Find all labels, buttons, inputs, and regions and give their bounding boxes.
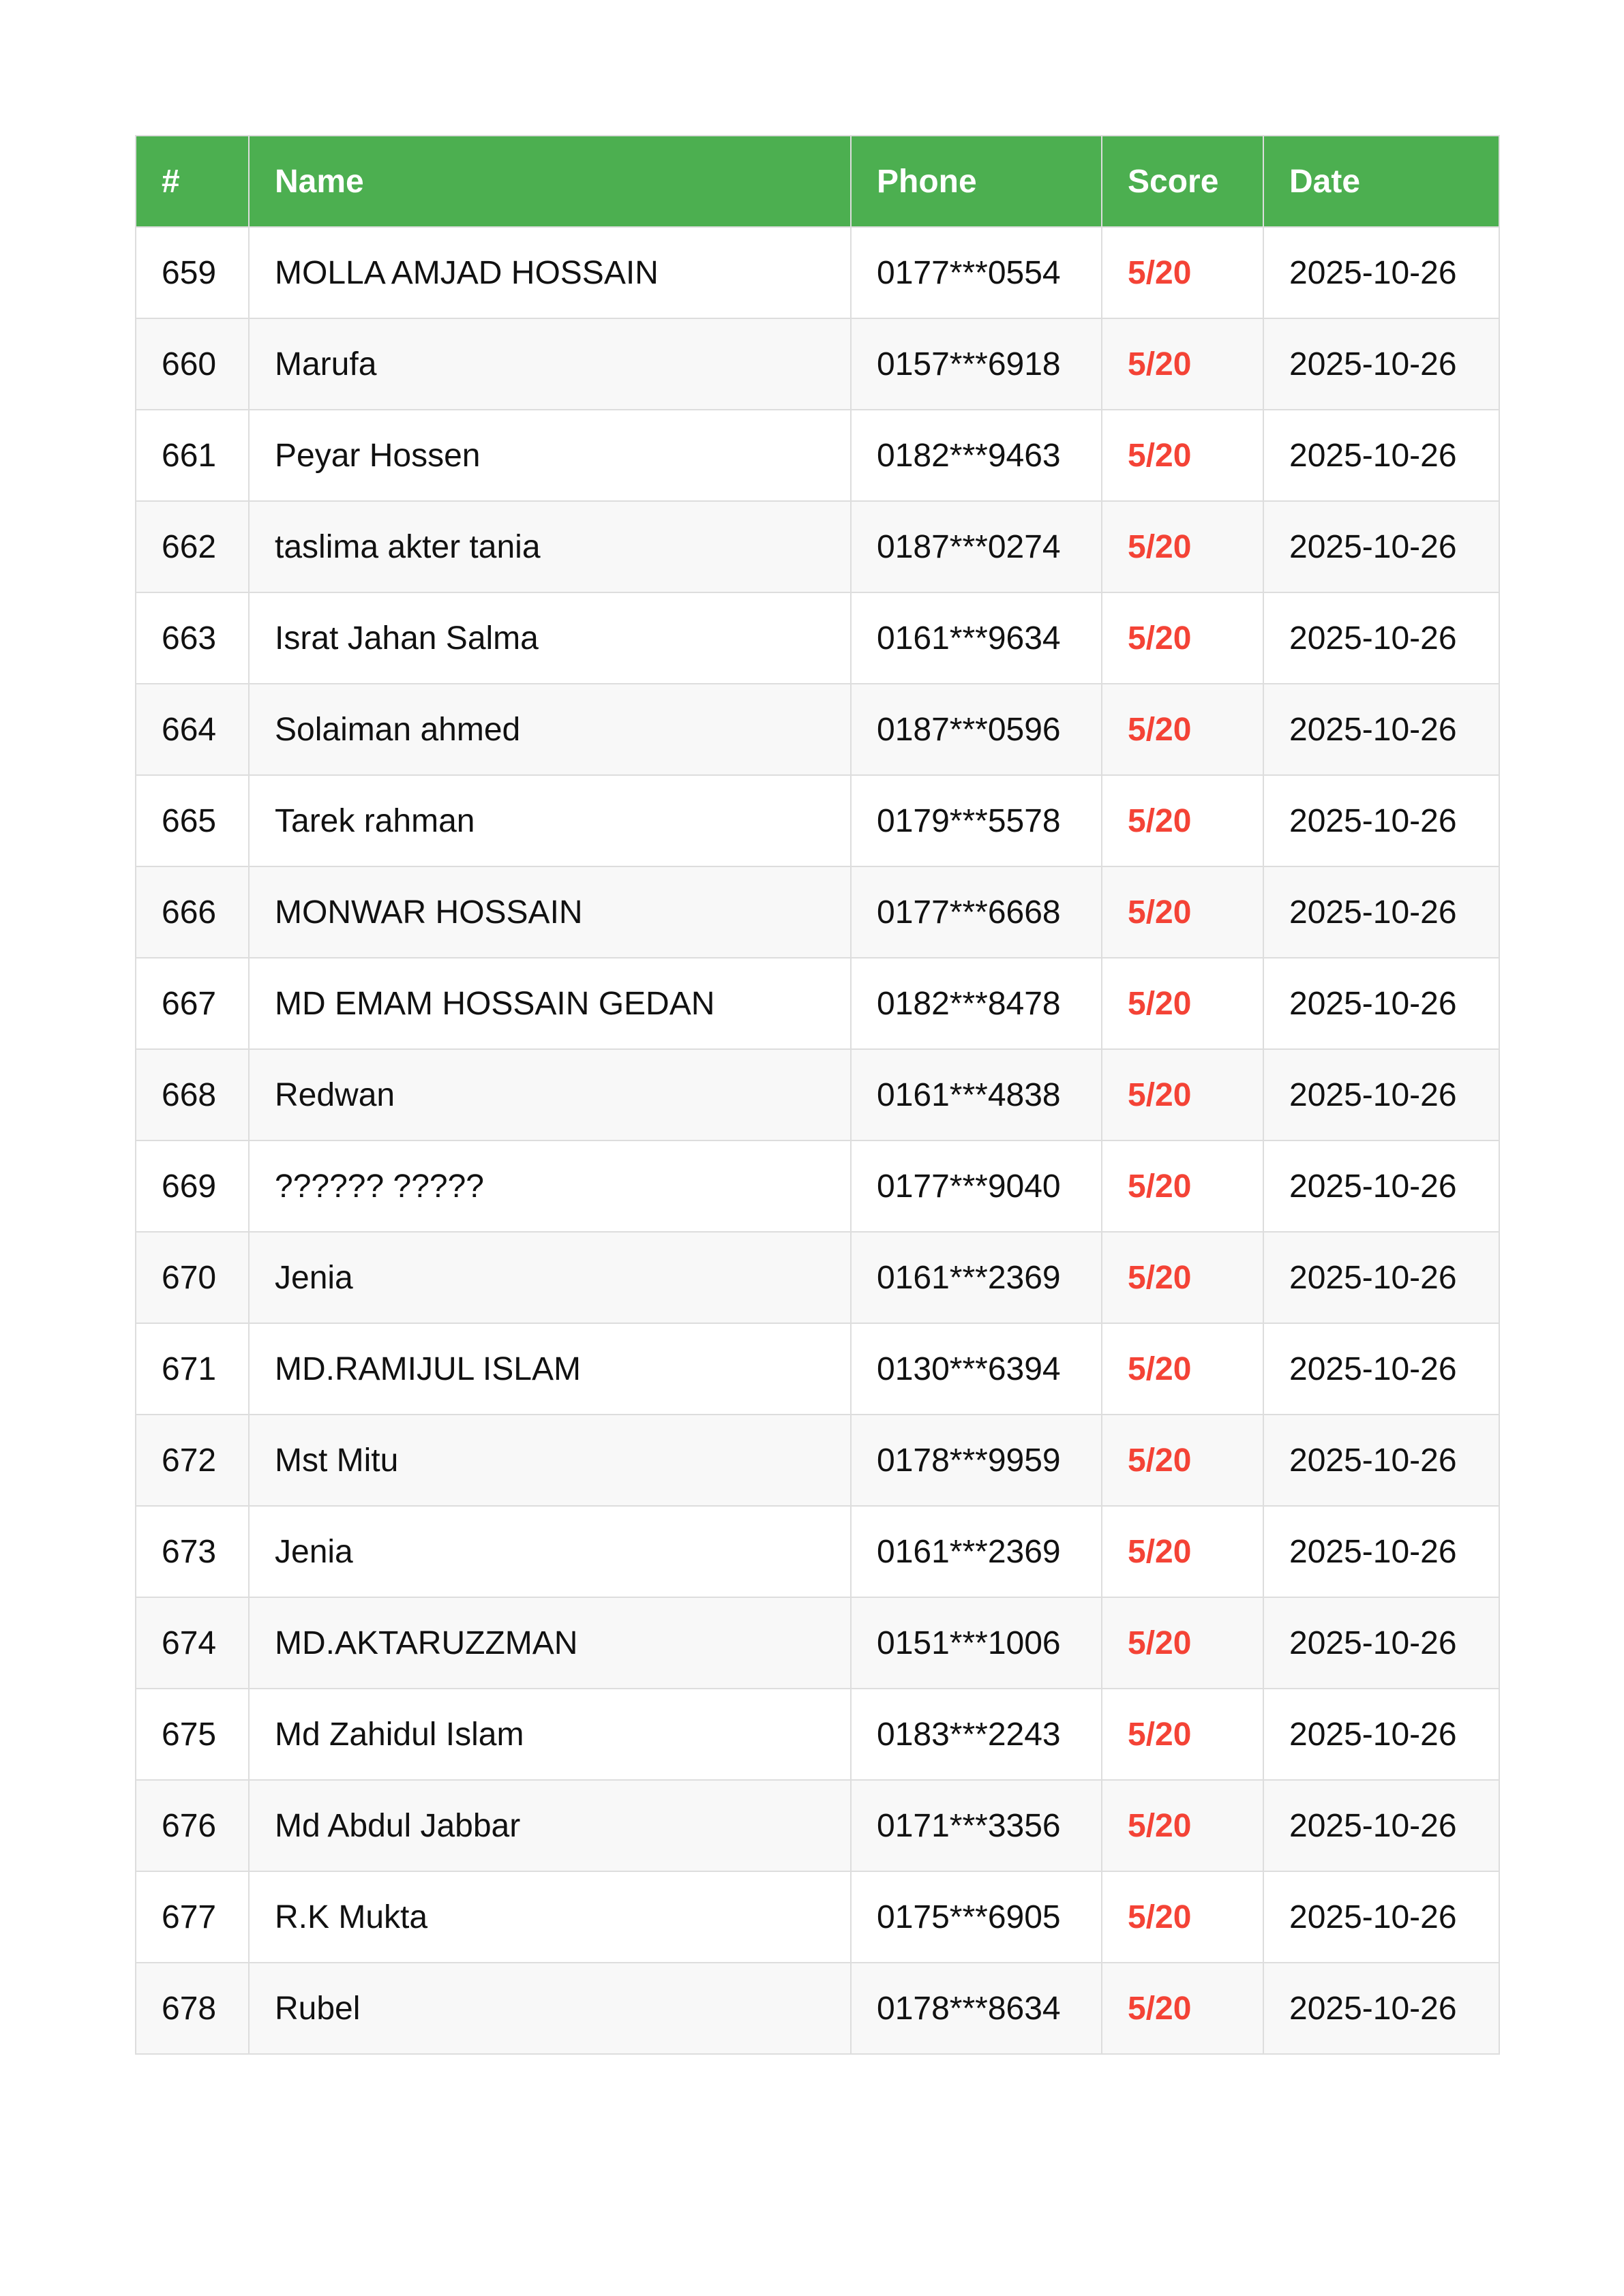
- cell-date: 2025-10-26: [1263, 1506, 1499, 1597]
- cell-score: 5/20: [1102, 1049, 1263, 1141]
- table-row: [136, 775, 1499, 866]
- cell-name: Israt Jahan Salma: [249, 592, 851, 684]
- table-row: [136, 1141, 1499, 1232]
- cell-number: 659: [136, 227, 249, 318]
- cell-number: 672: [136, 1415, 249, 1506]
- cell-date: 2025-10-26: [1263, 1415, 1499, 1506]
- cell-number: 676: [136, 1780, 249, 1871]
- cell-score: 5/20: [1102, 1323, 1263, 1415]
- cell-name: Solaiman ahmed: [249, 684, 851, 775]
- cell-name: Md Abdul Jabbar: [249, 1780, 851, 1871]
- cell-phone: 0183***2243: [851, 1689, 1102, 1780]
- cell-phone: 0161***9634: [851, 592, 1102, 684]
- cell-number: 666: [136, 866, 249, 958]
- cell-date: 2025-10-26: [1263, 1871, 1499, 1963]
- cell-score: 5/20: [1102, 775, 1263, 866]
- cell-name: ?????? ?????: [249, 1141, 851, 1232]
- column-header-score: Score: [1102, 136, 1263, 227]
- table-row: [136, 318, 1499, 410]
- table-row: [136, 1871, 1499, 1963]
- cell-score: 5/20: [1102, 592, 1263, 684]
- cell-score: 5/20: [1102, 866, 1263, 958]
- cell-date: 2025-10-26: [1263, 684, 1499, 775]
- cell-name: Tarek rahman: [249, 775, 851, 866]
- cell-number: 673: [136, 1506, 249, 1597]
- cell-number: 678: [136, 1963, 249, 2054]
- results-table: [135, 135, 1500, 2055]
- cell-phone: 0179***5578: [851, 775, 1102, 866]
- cell-date: 2025-10-26: [1263, 1232, 1499, 1323]
- cell-date: 2025-10-26: [1263, 592, 1499, 684]
- cell-phone: 0130***6394: [851, 1323, 1102, 1415]
- cell-number: 660: [136, 318, 249, 410]
- cell-phone: 0175***6905: [851, 1871, 1102, 1963]
- cell-date: 2025-10-26: [1263, 1141, 1499, 1232]
- table-row: [136, 227, 1499, 318]
- cell-date: 2025-10-26: [1263, 410, 1499, 501]
- cell-number: 669: [136, 1141, 249, 1232]
- table-row: [136, 1780, 1499, 1871]
- cell-number: 675: [136, 1689, 249, 1780]
- cell-name: Marufa: [249, 318, 851, 410]
- cell-score: 5/20: [1102, 1871, 1263, 1963]
- table-row: [136, 1597, 1499, 1689]
- cell-date: 2025-10-26: [1263, 866, 1499, 958]
- cell-number: 670: [136, 1232, 249, 1323]
- cell-score: 5/20: [1102, 958, 1263, 1049]
- column-header-date: Date: [1263, 136, 1499, 227]
- table-row: [136, 958, 1499, 1049]
- table-body: [136, 227, 1499, 2054]
- cell-score: 5/20: [1102, 1597, 1263, 1689]
- cell-phone: 0151***1006: [851, 1597, 1102, 1689]
- cell-phone: 0171***3356: [851, 1780, 1102, 1871]
- cell-phone: 0178***9959: [851, 1415, 1102, 1506]
- table-row: [136, 501, 1499, 592]
- cell-score: 5/20: [1102, 1506, 1263, 1597]
- cell-score: 5/20: [1102, 1415, 1263, 1506]
- cell-score: 5/20: [1102, 318, 1263, 410]
- cell-phone: 0182***8478: [851, 958, 1102, 1049]
- cell-phone: 0187***0596: [851, 684, 1102, 775]
- table-row: [136, 410, 1499, 501]
- column-header-number: #: [136, 136, 249, 227]
- column-header-phone: Phone: [851, 136, 1102, 227]
- cell-name: MD.AKTARUZZMAN: [249, 1597, 851, 1689]
- cell-score: 5/20: [1102, 684, 1263, 775]
- cell-date: 2025-10-26: [1263, 1049, 1499, 1141]
- cell-date: 2025-10-26: [1263, 958, 1499, 1049]
- cell-number: 668: [136, 1049, 249, 1141]
- cell-name: MONWAR HOSSAIN: [249, 866, 851, 958]
- table-row: [136, 1506, 1499, 1597]
- cell-score: 5/20: [1102, 227, 1263, 318]
- cell-phone: 0161***2369: [851, 1506, 1102, 1597]
- cell-name: Mst Mitu: [249, 1415, 851, 1506]
- cell-date: 2025-10-26: [1263, 1963, 1499, 2054]
- cell-name: Peyar Hossen: [249, 410, 851, 501]
- cell-date: 2025-10-26: [1263, 501, 1499, 592]
- cell-name: Redwan: [249, 1049, 851, 1141]
- table-row: [136, 866, 1499, 958]
- table-row: [136, 592, 1499, 684]
- cell-phone: 0177***0554: [851, 227, 1102, 318]
- cell-number: 661: [136, 410, 249, 501]
- cell-score: 5/20: [1102, 1141, 1263, 1232]
- cell-date: 2025-10-26: [1263, 775, 1499, 866]
- header-row: [136, 136, 1499, 227]
- cell-score: 5/20: [1102, 1689, 1263, 1780]
- table-row: [136, 1323, 1499, 1415]
- cell-number: 664: [136, 684, 249, 775]
- cell-number: 677: [136, 1871, 249, 1963]
- cell-date: 2025-10-26: [1263, 1689, 1499, 1780]
- cell-number: 674: [136, 1597, 249, 1689]
- cell-phone: 0182***9463: [851, 410, 1102, 501]
- cell-number: 663: [136, 592, 249, 684]
- cell-name: Jenia: [249, 1506, 851, 1597]
- cell-score: 5/20: [1102, 1232, 1263, 1323]
- cell-phone: 0161***2369: [851, 1232, 1102, 1323]
- table-row: [136, 1415, 1499, 1506]
- cell-number: 665: [136, 775, 249, 866]
- cell-phone: 0177***6668: [851, 866, 1102, 958]
- cell-date: 2025-10-26: [1263, 1597, 1499, 1689]
- cell-name: R.K Mukta: [249, 1871, 851, 1963]
- cell-number: 667: [136, 958, 249, 1049]
- cell-name: Jenia: [249, 1232, 851, 1323]
- cell-score: 5/20: [1102, 410, 1263, 501]
- cell-score: 5/20: [1102, 501, 1263, 592]
- cell-phone: 0178***8634: [851, 1963, 1102, 2054]
- cell-phone: 0177***9040: [851, 1141, 1102, 1232]
- cell-phone: 0157***6918: [851, 318, 1102, 410]
- table-row: [136, 1232, 1499, 1323]
- cell-name: Md Zahidul Islam: [249, 1689, 851, 1780]
- cell-name: MD.RAMIJUL ISLAM: [249, 1323, 851, 1415]
- cell-number: 671: [136, 1323, 249, 1415]
- cell-score: 5/20: [1102, 1780, 1263, 1871]
- cell-number: 662: [136, 501, 249, 592]
- cell-name: taslima akter tania: [249, 501, 851, 592]
- cell-score: 5/20: [1102, 1963, 1263, 2054]
- table-row: [136, 1689, 1499, 1780]
- column-header-name: Name: [249, 136, 851, 227]
- cell-phone: 0161***4838: [851, 1049, 1102, 1141]
- table-row: [136, 1049, 1499, 1141]
- cell-phone: 0187***0274: [851, 501, 1102, 592]
- table-row: [136, 684, 1499, 775]
- cell-date: 2025-10-26: [1263, 1780, 1499, 1871]
- cell-date: 2025-10-26: [1263, 1323, 1499, 1415]
- table-row: [136, 1963, 1499, 2054]
- cell-name: MD EMAM HOSSAIN GEDAN: [249, 958, 851, 1049]
- cell-date: 2025-10-26: [1263, 318, 1499, 410]
- cell-name: MOLLA AMJAD HOSSAIN: [249, 227, 851, 318]
- table-header: [136, 136, 1499, 227]
- cell-name: Rubel: [249, 1963, 851, 2054]
- cell-date: 2025-10-26: [1263, 227, 1499, 318]
